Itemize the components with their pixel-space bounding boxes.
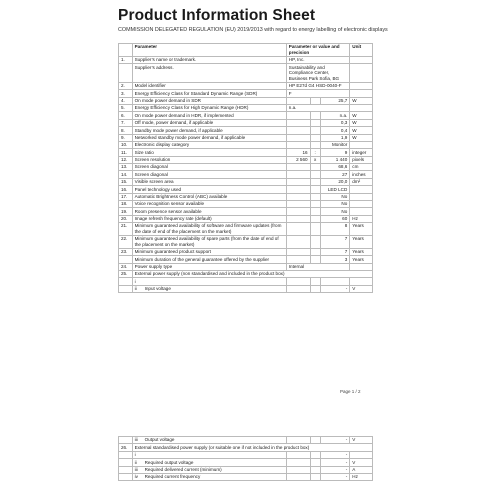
table-row: 18. Voice recognition sensor available No xyxy=(119,200,373,207)
table-row: 11. Size ratio 16 : 9 integer xyxy=(119,149,373,156)
value-cell: Sustainability and Compliance Center, Business Park Sofia, BG xyxy=(286,64,350,83)
value-cell: Monitor xyxy=(320,141,350,148)
parameter-cell: Power supply type xyxy=(132,263,286,270)
parameter-cell: Screen diagonal xyxy=(132,171,286,178)
unit-cell: W xyxy=(350,127,373,134)
table-row: 1. Supplier’s name or trademark. HP, Inc. xyxy=(119,56,373,63)
table-row: 14. Screen diagonal 27 inches xyxy=(119,171,373,178)
value-cell: 0,3 xyxy=(320,119,350,126)
value-cell: 68,6 xyxy=(320,164,350,171)
unit-cell: integer xyxy=(350,149,373,156)
unit-cell: dm² xyxy=(350,178,373,185)
table-row: 7. Off mode, power demand, if applicable 0,3 W xyxy=(119,119,373,126)
unit-cell: W xyxy=(350,119,373,126)
table-row: 12. Screen resolution 2 560 x 1 440 pixels xyxy=(119,156,373,163)
table-row: 13. Screen diagonal 68,6 cm xyxy=(119,164,373,171)
value-cell: 3 xyxy=(320,256,350,263)
parameter-cell: Minimum duration of the general guarantee offered by the supplier xyxy=(132,256,286,263)
unit-cell xyxy=(350,82,373,89)
unit-cell xyxy=(350,64,373,83)
parameter-cell: On mode power demand in SDR xyxy=(132,97,286,104)
table-row: 16. Panel technology used LED LCD xyxy=(119,186,373,193)
value-cell: Internal xyxy=(286,263,350,270)
table-row: 3. Energy Efficiency Class for Standard Dynamic Range (SDR) F xyxy=(119,90,373,97)
table-row: i xyxy=(119,278,373,285)
page-number: Page 1 / 2 xyxy=(340,389,361,394)
value-cell: 27 xyxy=(320,171,350,178)
parameter-cell: On mode power demand in HDR, if implemented xyxy=(132,112,286,119)
section-title-row: 26. External standardised power supply (or suitable one if not included in the product box) xyxy=(119,444,373,451)
table-row: iii Required delivered current (minimum) - A xyxy=(119,466,373,473)
parameter-cell: Visible screen area xyxy=(132,178,286,185)
table-row: 5. Energy Efficiency Class for High Dynamic Range (HDR) n.a. xyxy=(119,105,373,112)
unit-cell: W xyxy=(350,97,373,104)
table-row xyxy=(119,64,373,83)
value-cell: n.a. xyxy=(320,112,350,119)
unit-cell xyxy=(350,186,373,193)
table-row: 9. Networked standby mode power demand, if applicable 1,9 W xyxy=(119,134,373,141)
table-row: ii Input voltage - V xyxy=(119,285,373,292)
parameter-cell: Energy Efficiency Class for Standard Dynamic Range (SDR) xyxy=(132,90,286,97)
parameter-cell: Off mode, power demand, if applicable xyxy=(132,119,286,126)
unit-cell: Years xyxy=(350,248,373,255)
parameter-cell: Supplier’s name or trademark. xyxy=(132,56,286,63)
table-row: 6. On mode power demand in HDR, if implemented n.a. W xyxy=(119,112,373,119)
table-row: 2. Model identifier HP E27d G4 HSD-0040-F xyxy=(119,82,373,89)
parameter-cell: Image refresh frequency rate (default) xyxy=(132,215,286,222)
value-cell: F xyxy=(286,90,350,97)
unit-cell xyxy=(350,105,373,112)
unit-cell: W xyxy=(350,112,373,119)
value-cell: 7 xyxy=(320,236,350,249)
parameter-cell: Minimum guaranteed availability of software and firmware updates (from the date of end of the placement on the market) xyxy=(132,223,286,236)
unit-cell: Years xyxy=(350,256,373,263)
value-cell: n.a. xyxy=(286,105,350,112)
table-row: 17. Automatic Brightness Control (ABC) available No xyxy=(119,193,373,200)
sheet-title: Product Information Sheet xyxy=(118,7,316,24)
unit-cell xyxy=(350,193,373,200)
table-row: 8. Standby mode power demand, if applicable 0,4 W xyxy=(119,127,373,134)
value-cell: 8 xyxy=(320,223,350,236)
parameter-cell: Networked standby mode power demand, if applicable xyxy=(132,134,286,141)
parameter-cell: Automatic Brightness Control (ABC) available xyxy=(132,193,286,200)
value-cell: 0,4 xyxy=(320,127,350,134)
table-row: 15. Visible screen area 20,0 dm² xyxy=(119,178,373,185)
parameters-table xyxy=(118,43,373,293)
unit-cell xyxy=(350,141,373,148)
value-cell: No xyxy=(320,200,350,207)
unit-cell: cm xyxy=(350,164,373,171)
value-cell: HP E27d G4 HSD-0040-F xyxy=(286,82,350,89)
unit-cell: Years xyxy=(350,236,373,249)
unit-cell: inches xyxy=(350,171,373,178)
unit-cell xyxy=(350,200,373,207)
unit-cell xyxy=(350,56,373,63)
regulation-subtitle: COMMISSION DELEGATED REGULATION (EU) 2019/2013 with regard to energy labelling of electronic displays xyxy=(118,27,388,33)
parameter-cell: Minimum guaranteed product support xyxy=(132,248,286,255)
parameter-cell: Standby mode power demand, if applicable xyxy=(132,127,286,134)
page-break xyxy=(0,394,500,434)
table-row: iii Output voltage - V xyxy=(119,437,373,444)
unit-cell: Years xyxy=(350,223,373,236)
value-cell: 1 440 xyxy=(320,156,350,163)
power-supply-table xyxy=(118,436,373,481)
parameter-cell: Voice recognition sensor available xyxy=(132,200,286,207)
table-row: 10. Electronic display category Monitor xyxy=(119,141,373,148)
table-row: 20. Image refresh frequency rate (default) 60 Hz xyxy=(119,215,373,222)
table-row: 21. Minimum guaranteed availability of software and firmware updates (from the date of end of the placement on the market) 8 Years xyxy=(119,223,373,236)
table-header-row xyxy=(119,44,373,57)
parameter-cell: Electronic display category xyxy=(132,141,286,148)
value-cell: No xyxy=(320,193,350,200)
header-unit: Unit xyxy=(350,44,373,57)
table-row: iv Required current frequency - Hz xyxy=(119,473,373,480)
unit-cell: Hz xyxy=(350,215,373,222)
value-cell: 60 xyxy=(320,215,350,222)
table-row xyxy=(119,256,373,263)
parameter-cell: Minimum guaranteed availability of spare parts (from the date of end of the placement on the market) xyxy=(132,236,286,249)
unit-cell: W xyxy=(350,134,373,141)
parameter-cell: Size ratio xyxy=(132,149,286,156)
parameter-cell: Screen resolution xyxy=(132,156,286,163)
table-row: 4. On mode power demand in SDR 25,7 W xyxy=(119,97,373,104)
table-row: i - xyxy=(119,451,373,458)
parameter-cell: Panel technology used xyxy=(132,186,286,193)
unit-cell xyxy=(350,90,373,97)
table-row: ii Required output voltage - V xyxy=(119,459,373,466)
parameter-cell: Model identifier xyxy=(132,82,286,89)
value-cell: 1,9 xyxy=(320,134,350,141)
table-row: 24. Power supply type Internal xyxy=(119,263,373,270)
section-title-row: 25. External power supply (non standardised and included in the product box) xyxy=(119,271,373,278)
header-value: Parameter or value and precision xyxy=(286,44,350,57)
table-row: 22. Minimum guaranteed availability of spare parts (from the date of end of the placement on the market) 7 Years xyxy=(119,236,373,249)
parameter-cell: Supplier’s address. xyxy=(132,64,286,83)
value-cell: No xyxy=(320,208,350,215)
value-cell: 25,7 xyxy=(320,97,350,104)
value-cell: 7 xyxy=(320,248,350,255)
parameter-cell: Screen diagonal xyxy=(132,164,286,171)
unit-cell: pixels xyxy=(350,156,373,163)
header-parameter: Parameter xyxy=(132,44,286,57)
value-cell: 20,0 xyxy=(320,178,350,185)
unit-cell xyxy=(350,263,373,270)
value-cell: 9 xyxy=(320,149,350,156)
value-cell: HP, Inc. xyxy=(286,56,350,63)
unit-cell xyxy=(350,208,373,215)
parameter-cell: Room presence sensor available xyxy=(132,208,286,215)
parameter-cell: Energy Efficiency Class for High Dynamic Range (HDR) xyxy=(132,105,286,112)
table-row: 23. Minimum guaranteed product support 7 Years xyxy=(119,248,373,255)
table-row: 19. Room presence sensor available No xyxy=(119,208,373,215)
value-cell: LED LCD xyxy=(320,186,350,193)
